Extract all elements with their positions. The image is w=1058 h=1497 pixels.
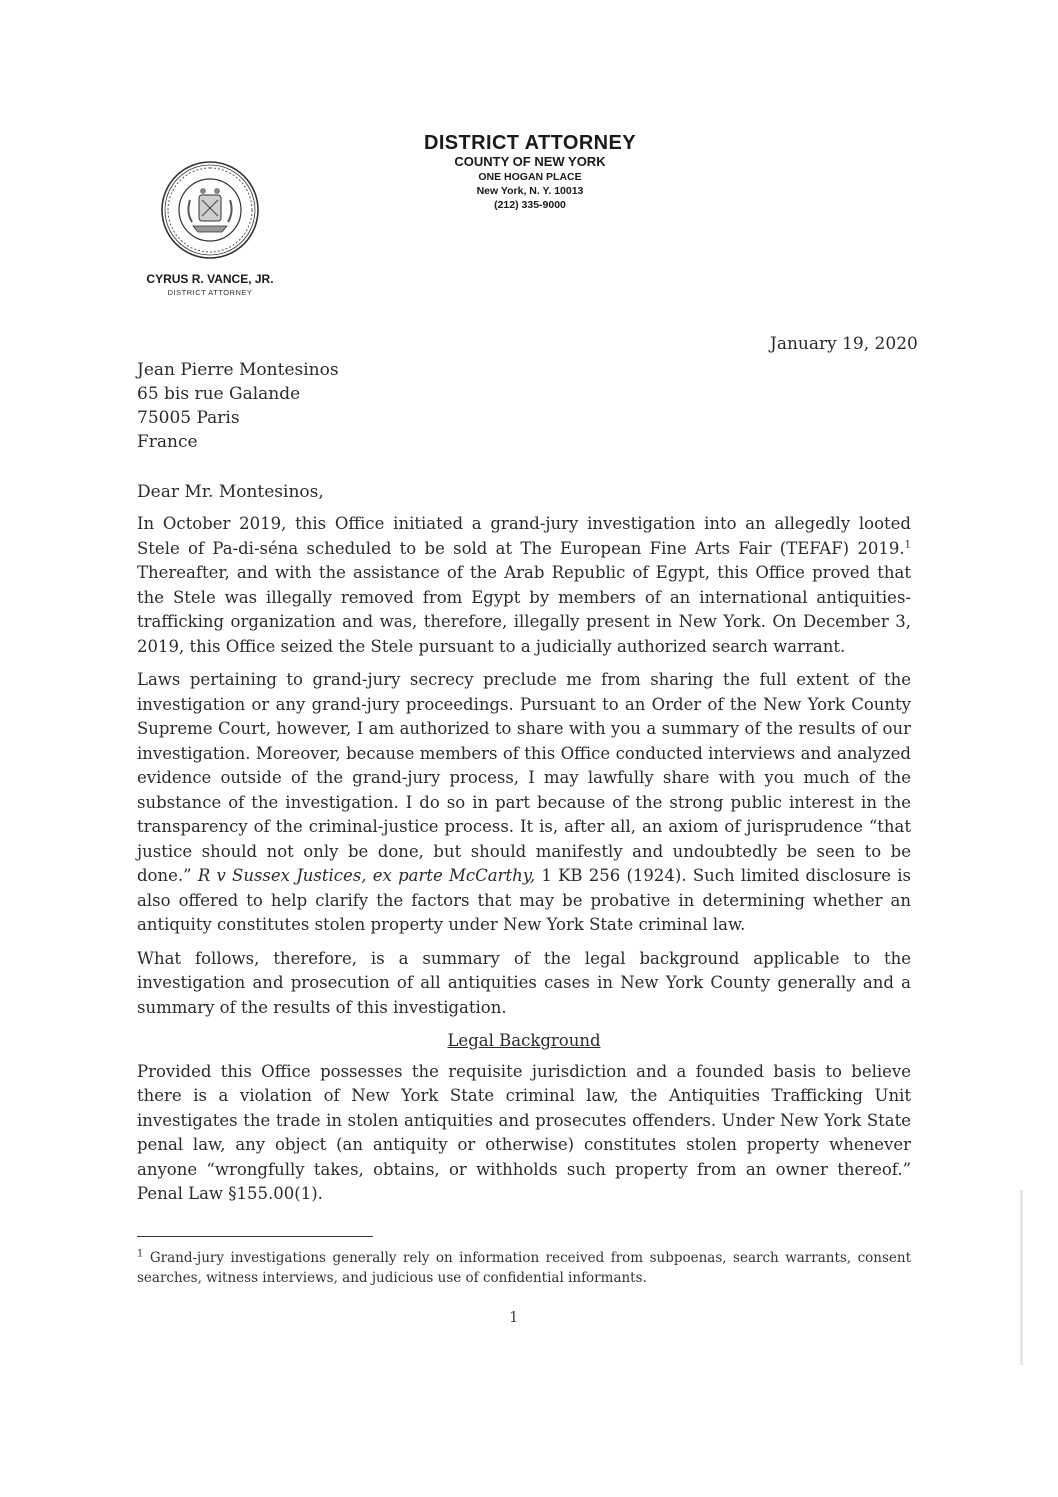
paragraph-1-text-a: In October 2019, this Office initiated a grand-jury investigation into an allegedly looted Stele of Pa-di-séna scheduled to be sold at The European Fine Arts Fair (TEFAF) 2019. [137,514,911,558]
recipient-street: 65 bis rue Galande [137,384,301,404]
county-name: COUNTY OF NEW YORK [454,154,606,169]
footnote-marker: 1 [137,1248,144,1260]
page-number: 1 [509,1308,519,1326]
paragraph-4: Provided this Office possesses the requisite jurisdiction and a founded basis to believe there is a violation of New York State criminal law, the Antiquities Trafficking Unit investigates the trade in stolen antiquities and prosecutes offenders. Under New York State penal law, any object (an antiquity or otherwise) constitutes stolen property whenever anyone “wrongfully takes, obtains, or withholds such property from an owner thereof.” Penal Law §155.00(1). [137,1061,911,1203]
paragraph-1 [137,512,911,659]
office-city: New York, N. Y. 10013 [476,185,584,197]
scan-edge-mark [1020,1190,1023,1365]
recipient-address [137,358,339,454]
letter-date: January 19, 2020 [770,334,918,354]
case-citation: R v Sussex Justices, ex parte McCarthy, [197,866,536,885]
paragraph-2 [137,668,911,938]
footnote-text: Grand-jury investigations generally rely on information received from subpoenas, search warrants, consent searches, witness interviews, and judicious use of confidential informants. [137,1250,911,1286]
footnote [137,1248,911,1288]
office-phone: (212) 335-9000 [494,199,566,211]
district-attorney-seal-icon [160,160,260,260]
paragraph-1-text-b: Thereafter, and with the assistance of the Arab Republic of Egypt, this Office proved that the Stele was illegally removed from Egypt by members of an international antiquities-trafficking organization and was, therefore, illegally present in New York. On December 3, 2019, this Office seized the Stele pursuant to a judicially authorized search warrant. [137,563,911,656]
letterhead [290,132,770,212]
letter-body [137,512,911,1216]
recipient-name: Jean Pierre Montesinos [137,360,339,380]
footnote-divider [137,1236,373,1237]
office-title: DISTRICT ATTORNEY [424,132,636,154]
recipient-city: 75005 Paris [137,408,240,428]
paragraph-2-text-b: 1 KB 256 (1924). Such limited disclosure is also offered to help clarify the factors that may be probative in determining whether an antiquity constitutes stolen property under New York State criminal law. [137,866,912,934]
district-attorney-title: DISTRICT ATTORNEY [167,288,253,297]
recipient-country: France [137,432,198,452]
office-address: ONE HOGAN PLACE [478,171,582,183]
footnote-reference: 1 [904,539,911,550]
district-attorney-name: CYRUS R. VANCE, JR. [146,272,274,286]
paragraph-2-text-a: Laws pertaining to grand-jury secrecy preclude me from sharing the full extent of the investigation or any grand-jury proceedings. Pursuant to an Order of the New York County Supreme Court, however, I am authorized to share with you a summary of the results of our investigation. Moreover, because members of this Office conducted interviews and analyzed evidence outside of the grand-jury process, I may lawfully share with you much of the substance of the investigation. I do so in part because of the strong public interest in the transparency of the criminal-justice process. It is, after all, an axiom of jurisprudence “that justice should not only be done, but should manifestly and undoubtedly be seen to be done.” [137,670,911,885]
salutation: Dear Mr. Montesinos, [137,482,324,502]
section-heading: Legal Background [447,1031,601,1050]
paragraph-3: What follows, therefore, is a summary of the legal background applicable to the investigation and prosecution of all antiquities cases in New York County generally and a summary of the results of this investigation. [137,948,911,1017]
